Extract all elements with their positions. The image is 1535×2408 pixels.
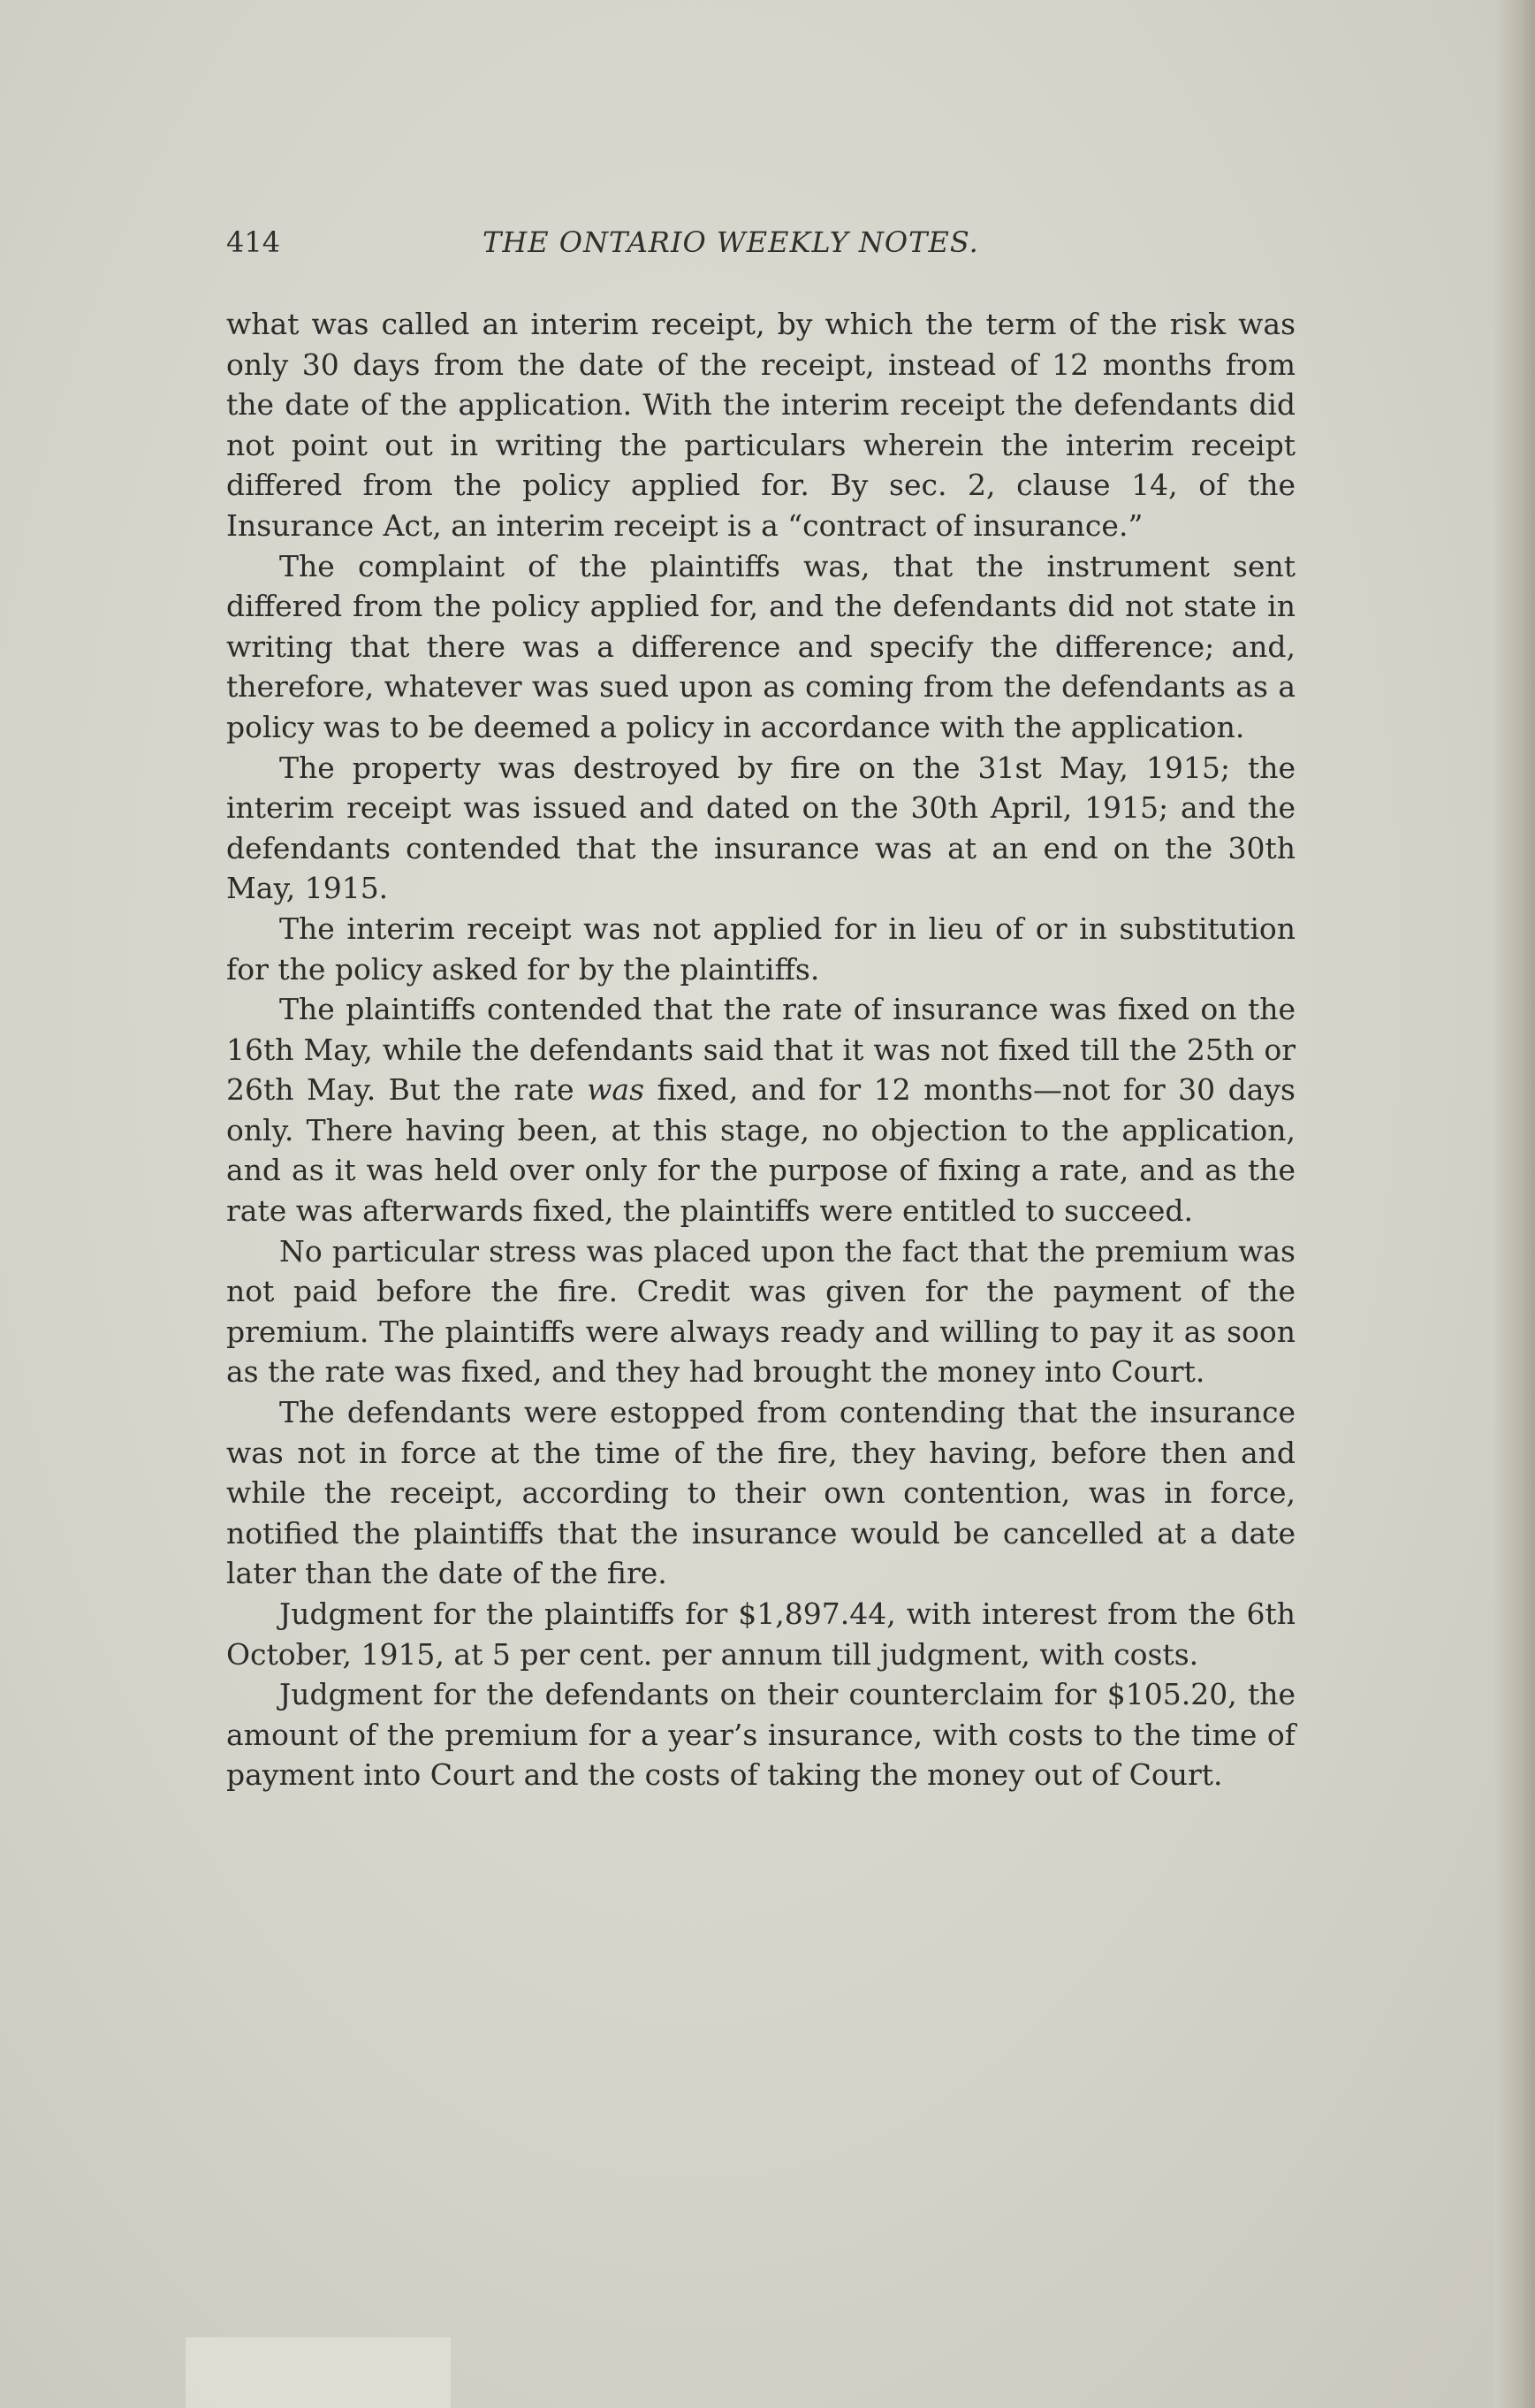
- paragraph-judgment-plaintiffs: Judgment for the plaintiffs for $1,897.44, with interest from the 6th October, 1915, at 5 per cent. per annum till judgment, with costs.: [226, 1596, 1296, 1672]
- page-edge-shadow: [1494, 0, 1535, 2408]
- paragraph-interim-receipt: The interim receipt was not applied for in lieu of or in substitution for the policy asked for by the plaintiffs.: [226, 911, 1296, 987]
- page-header: [226, 223, 1296, 262]
- rate-fixed-text-before: The plaintiffs contended that the rate of insurance was fixed on the 16th May, while the defendants said that it was not fixed till the 25th or 26th May. But the rate: [226, 992, 1296, 1108]
- running-head: THE ONTARIO WEEKLY NOTES.: [483, 225, 979, 259]
- rate-fixed-text-after: fixed, and for 12 months—not for 30 days only. There having been, at this stage, no objection to the application, and as it was held over only for the purpose of fixing a rate, and as the rate was afterwards fixed, the plaintiffs were entitled to succeed.: [226, 1072, 1296, 1229]
- paragraph-complaint: The complaint of the plaintiffs was, that the instrument sent differed from the policy applied for, and the defendants did not state in writing that there was a difference and specify the difference; and, therefore, whatever was sued upon as coming from the defendants as a policy was to be deemed a policy in accordance with the application.: [226, 548, 1296, 744]
- body-text: [226, 304, 1296, 1795]
- paragraph-property-destroyed: The property was destroyed by fire on the 31st May, 1915; the interim receipt was issued and dated on the 30th April, 1915; and the defendants contended that the insurance was at an end on the 30th May, 1915.: [226, 750, 1296, 906]
- paragraph-premium: No particular stress was placed upon the fact that the premium was not paid before the fire. Credit was given for the payment of the premium. The plaintiffs were always ready and willing to pay it as soon as the rate was fixed, and they had brought the money into Court.: [226, 1233, 1296, 1390]
- paragraph-continuation: what was called an interim receipt, by which the term of the risk was only 30 days from the date of the receipt, instead of 12 months from the date of the application. With the interim receipt the defendants did not point out in writing the particulars wherein the interim receipt differed from the policy applied for. By sec. 2, clause 14, of the Insurance Act, an interim receipt is a “contract of insurance.”: [226, 307, 1296, 543]
- rate-fixed-emphasis: was: [587, 1072, 645, 1108]
- paragraph-estopped: The defendants were estopped from contending that the insurance was not in force at the time of the fire, they having, before then and while the receipt, according to their own contention, was in force, notified the plaintiffs that the insurance would be cancelled at a date later than the date of the fire.: [226, 1395, 1296, 1591]
- paper-mark: [186, 2337, 451, 2408]
- paragraph-rate-fixed: [226, 989, 1296, 1231]
- paragraph-judgment-defendants: Judgment for the defendants on their counterclaim for $105.20, the amount of the premium for a year’s insurance, with costs to the time of payment into Court and the costs of taking the money out of Court.: [226, 1677, 1296, 1793]
- page-number: 414: [226, 225, 281, 259]
